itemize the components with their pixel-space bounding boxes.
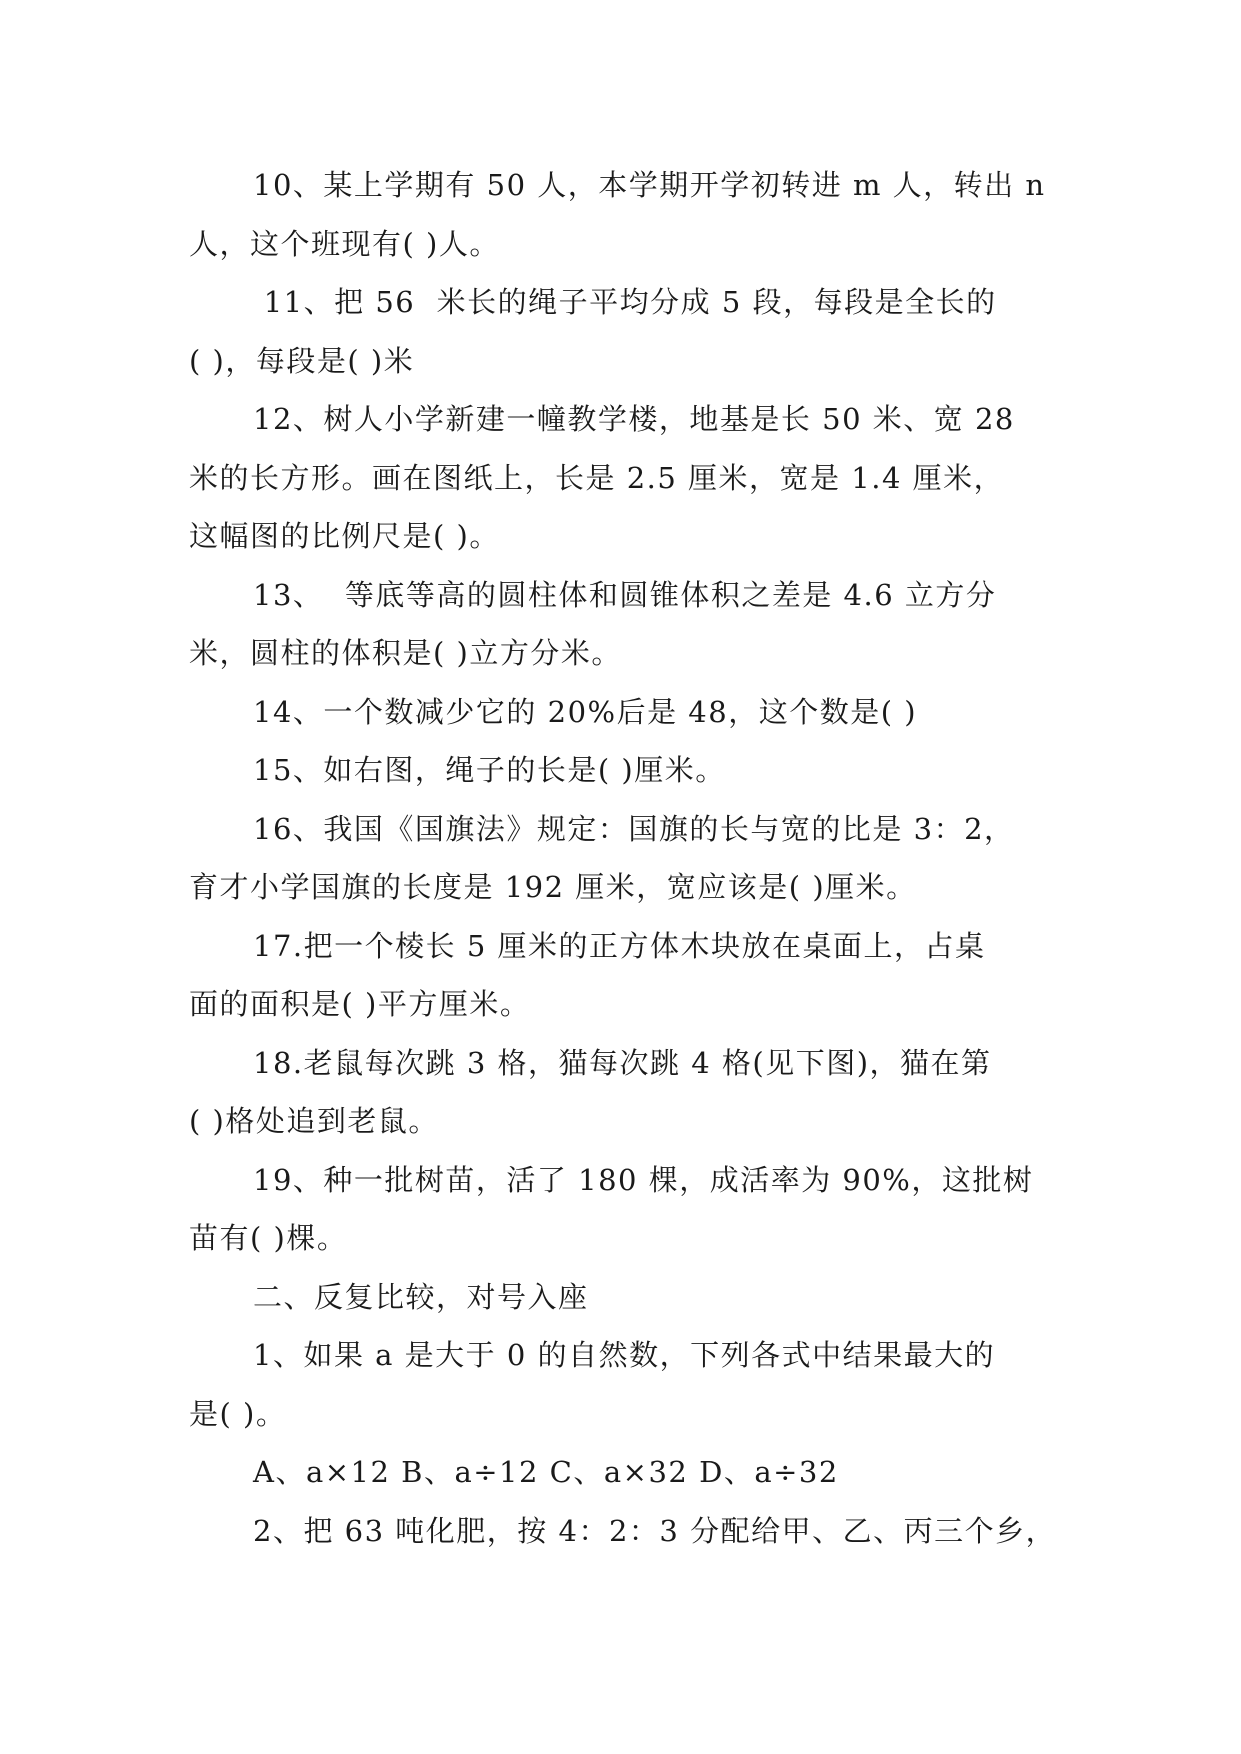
text-line: 11、把 56 米长的绳子平均分成 5 段，每段是全长的 xyxy=(253,285,997,319)
text-line: 19、种一批树苗，活了 180 棵，成活率为 90%，这批树 xyxy=(253,1162,1034,1197)
text-line: 12、树人小学新建一幢教学楼，地基是长 50 米、宽 28 xyxy=(253,402,1015,436)
section-heading: 二、反复比较，对号入座 xyxy=(253,1279,589,1314)
text-line: ( )格处追到老鼠。 xyxy=(189,1104,439,1138)
text-line: 13、 等底等高的圆柱体和圆锥体积之差是 4.6 立方分 xyxy=(253,577,997,612)
text-line: ( )，每段是( )米 xyxy=(189,343,415,378)
text-line: 17.把一个棱长 5 厘米的正方体木块放在桌面上，占桌 xyxy=(253,928,986,963)
text-line: 16、我国《国旗法》规定：国旗的长与宽的比是 3：2， xyxy=(253,811,1015,846)
text-line: 苗有( )棵。 xyxy=(189,1221,348,1255)
text-line: 育才小学国旗的长度是 192 厘米，宽应该是( )厘米。 xyxy=(189,870,917,904)
text-line: 10、某上学期有 50 人，本学期开学初转进 m 人，转出 n xyxy=(253,168,1046,202)
text-line: 2、把 63 吨化肥，按 4：2：3 分配给甲、乙、丙三个乡， xyxy=(253,1513,1057,1548)
text-line: 18.老鼠每次跳 3 格，猫每次跳 4 格(见下图)，猫在第 xyxy=(253,1045,992,1080)
answer-options: A、a×12 B、a÷12 C、a×32 D、a÷32 xyxy=(253,1455,839,1489)
text-line: 米，圆柱的体积是( )立方分米。 xyxy=(189,636,622,670)
document-body xyxy=(189,156,1069,1560)
text-line: 15、如右图，绳子的长是( )厘米。 xyxy=(253,753,726,787)
text-line: 面的面积是( )平方厘米。 xyxy=(189,987,531,1021)
text-line: 这幅图的比例尺是( )。 xyxy=(189,519,500,553)
text-line: 米的长方形。画在图纸上，长是 2.5 厘米，宽是 1.4 厘米， xyxy=(189,460,1005,495)
text-line: 是( )。 xyxy=(189,1396,287,1431)
text-line: 人，这个班现有( )人。 xyxy=(189,226,500,261)
text-line: 1、如果 a 是大于 0 的自然数，下列各式中结果最大的 xyxy=(253,1338,996,1372)
text-line: 14、一个数减少它的 20%后是 48，这个数是( ) xyxy=(253,694,918,729)
